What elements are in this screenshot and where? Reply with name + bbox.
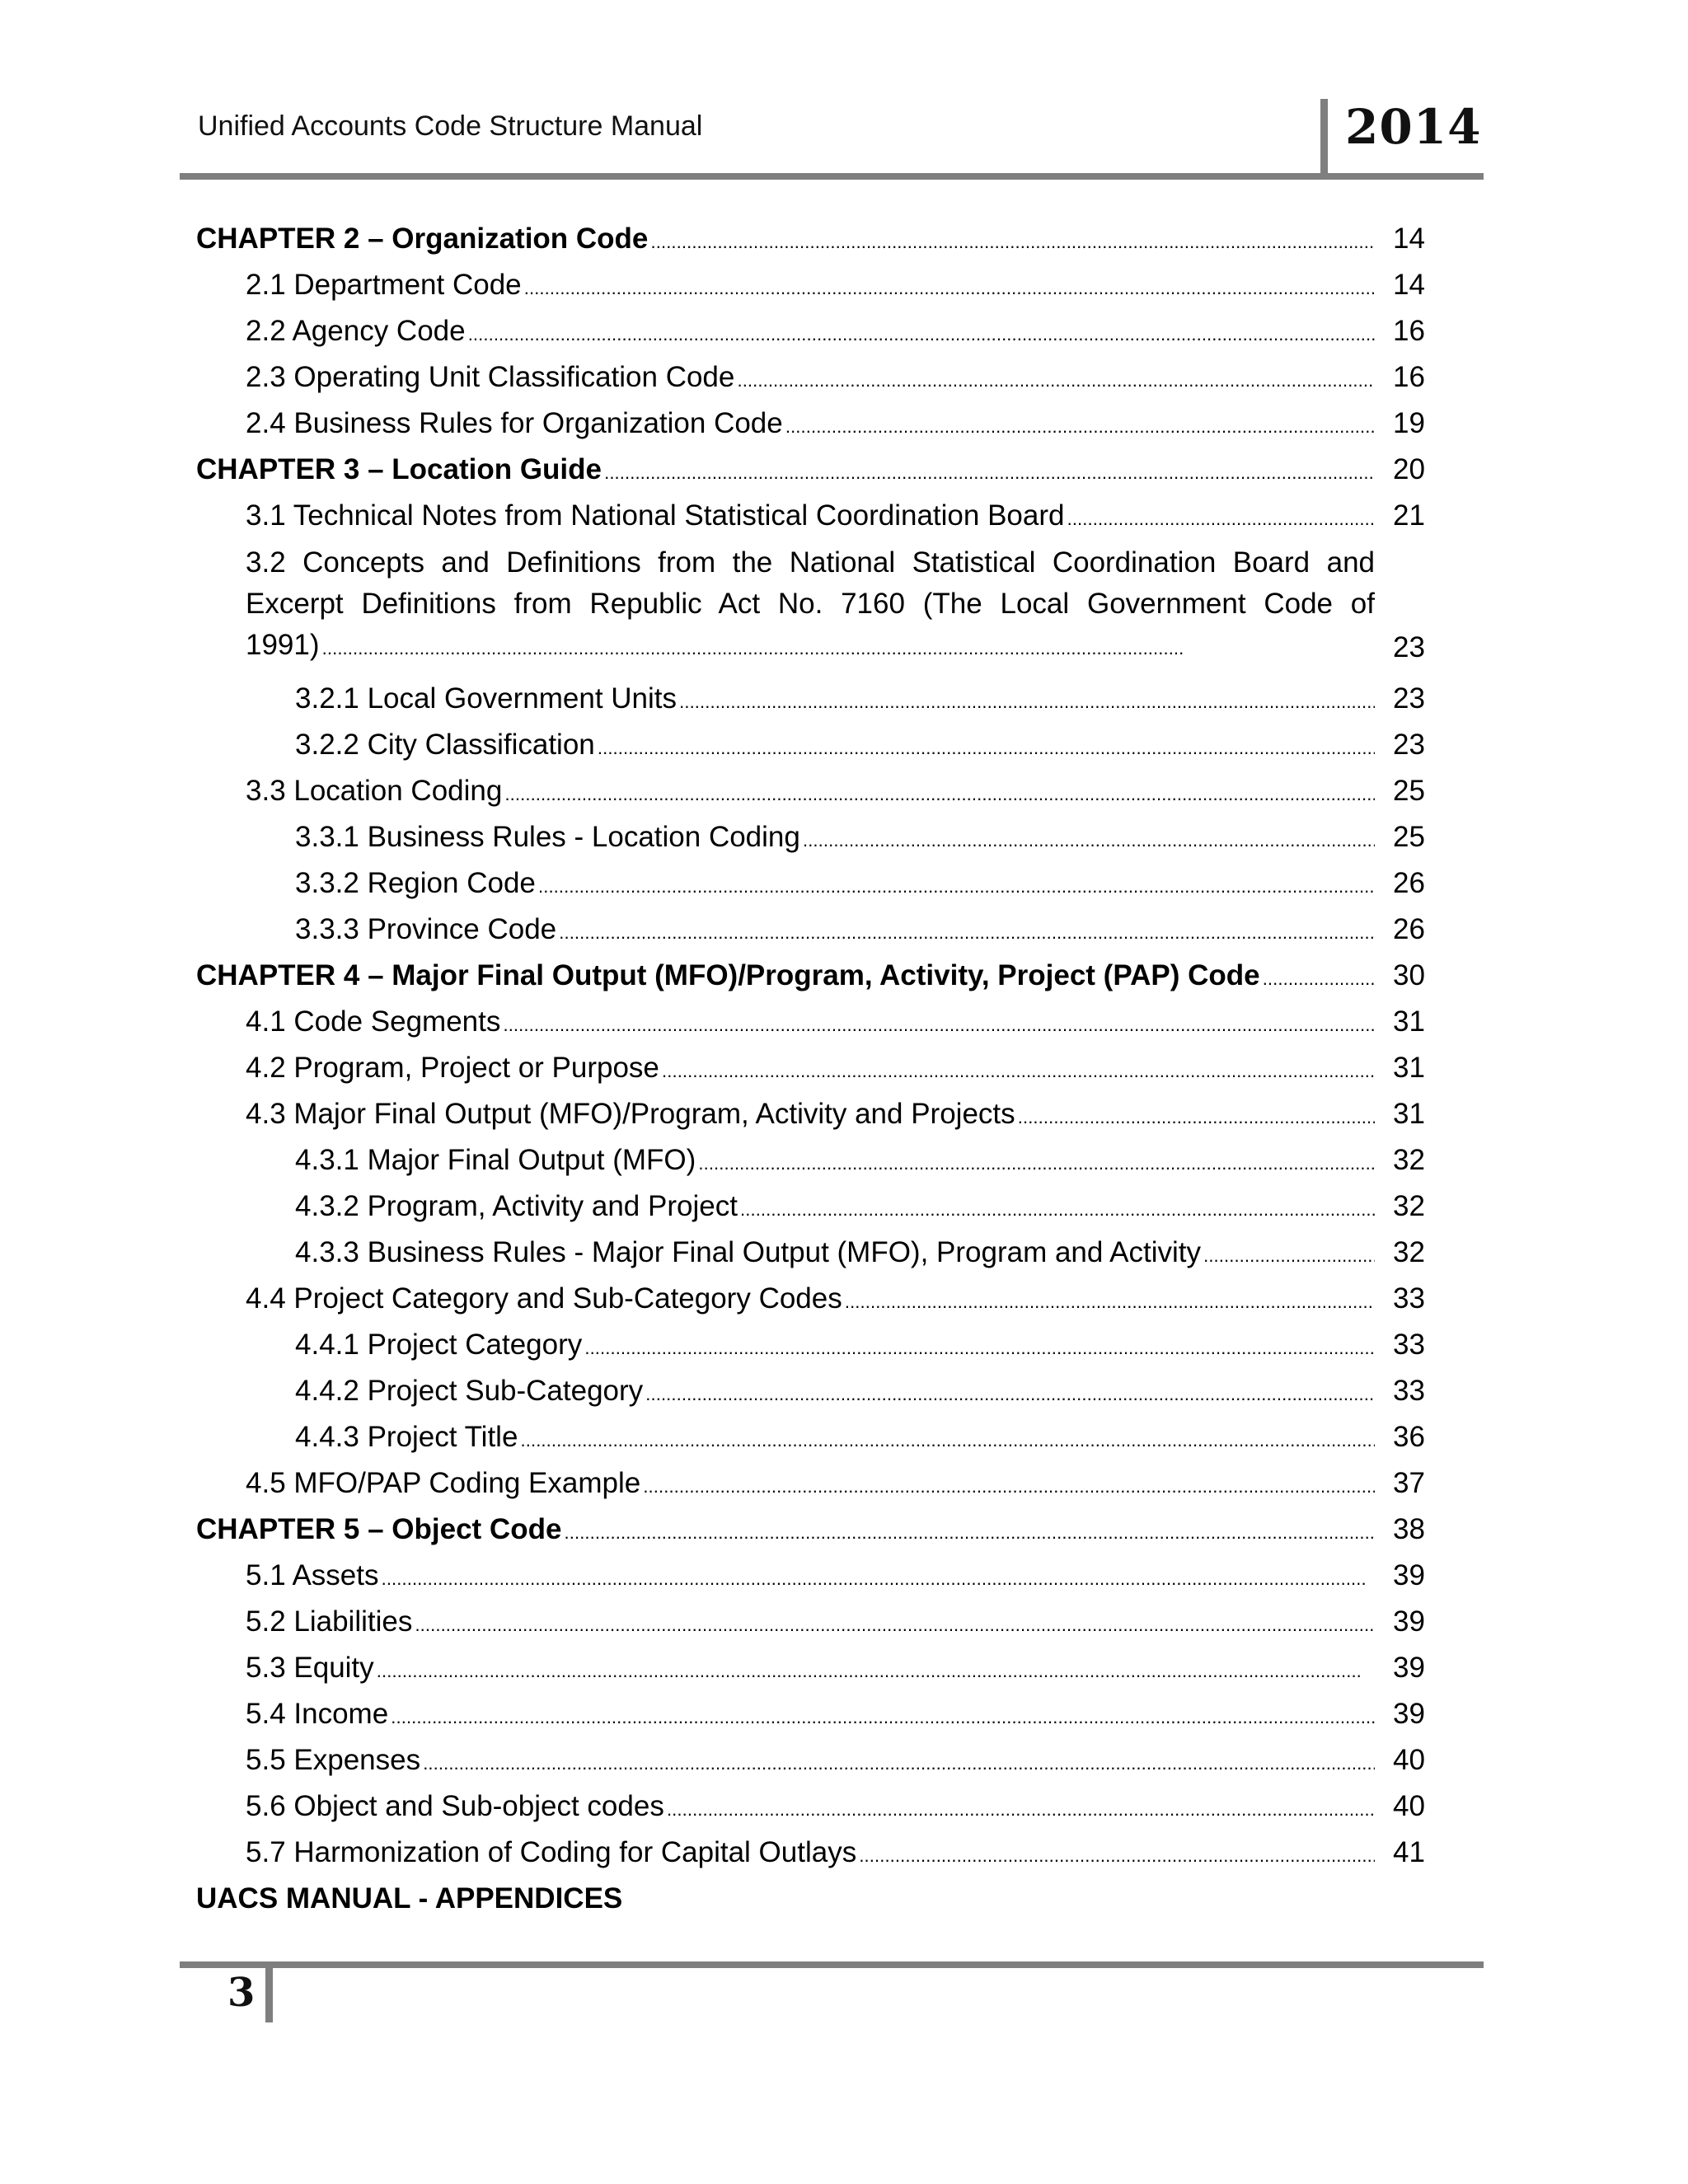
- toc-entry-label: [295, 1322, 1375, 1371]
- footer-rule: [180, 1961, 1484, 1968]
- toc-entry[interactable]: [0, 262, 1688, 308]
- toc-entry-label: [246, 999, 1375, 1048]
- toc-page-number: 16: [1393, 315, 1425, 347]
- toc-page-number: 32: [1393, 1190, 1425, 1222]
- toc-entry-label: [246, 768, 1375, 818]
- toc-entry-title: 4.2 Program, Project or Purpose: [246, 1052, 659, 1084]
- toc-entry-title: 5.1 Assets: [246, 1559, 379, 1591]
- toc-page-number: 31: [1393, 1098, 1425, 1130]
- toc-page-number: 31: [1393, 1052, 1425, 1084]
- toc-entry-label: [295, 860, 1375, 910]
- toc-entry-title: 5.2 Liabilities: [246, 1605, 413, 1638]
- toc-entry-title: 2.2 Agency Code: [246, 315, 466, 347]
- toc-entry[interactable]: [0, 493, 1688, 539]
- toc-entry[interactable]: [0, 354, 1688, 401]
- toc-entry[interactable]: [0, 768, 1688, 814]
- toc-page-number: 33: [1393, 1282, 1425, 1315]
- appendices-heading[interactable]: UACS MANUAL - APPENDICES: [196, 1882, 623, 1915]
- toc-entry-label: [246, 1045, 1375, 1094]
- toc-page-number: 25: [1393, 775, 1425, 807]
- toc-entry-label: [295, 722, 1375, 771]
- toc-entry-label: [246, 493, 1375, 542]
- toc-entry-label: [246, 1783, 1375, 1833]
- toc-entry-title: 4.4.1 Project Category: [295, 1329, 583, 1361]
- toc-page-number: 31: [1393, 1005, 1425, 1038]
- toc-entry[interactable]: [0, 722, 1688, 768]
- toc-entry-title-line: 3.2 Concepts and Definitions from the National Statistical Coordination Board and: [246, 546, 1375, 579]
- toc-entry[interactable]: [0, 953, 1688, 999]
- toc-page-number: 21: [1393, 499, 1425, 532]
- toc-entry-label: [246, 1737, 1375, 1787]
- toc-entry-label: [196, 447, 1375, 496]
- toc-page-number: 23: [1393, 631, 1425, 663]
- header-year: 2014: [1345, 99, 1482, 155]
- toc-entry-title: 5.3 Equity: [246, 1652, 374, 1684]
- toc-entry-title: CHAPTER 2 – Organization Code: [196, 223, 649, 255]
- toc-entry[interactable]: [0, 999, 1688, 1045]
- toc-entry-title: 4.1 Code Segments: [246, 1005, 501, 1038]
- toc-entry-title: 4.3.1 Major Final Output (MFO): [295, 1144, 696, 1176]
- toc-entry[interactable]: [0, 860, 1688, 907]
- toc-page-number: 38: [1393, 1513, 1425, 1545]
- toc-entry-title: 3.2.2 City Classification: [295, 729, 595, 761]
- toc-page-number: 32: [1393, 1144, 1425, 1176]
- toc-entry[interactable]: [0, 1091, 1688, 1137]
- header-rule: [180, 173, 1484, 180]
- toc-entry-title-line: Excerpt Definitions from Republic Act No. 7160 (The Local Government Code of: [246, 588, 1375, 620]
- toc-entry[interactable]: [0, 1783, 1688, 1830]
- toc-entry-label: [295, 1183, 1375, 1233]
- toc-entry-label: [246, 1091, 1375, 1141]
- toc-entry-title: 4.5 MFO/PAP Coding Example: [246, 1467, 641, 1499]
- toc-entry-title: 2.3 Operating Unit Classification Code: [246, 361, 735, 393]
- toc-entry-label: [246, 1830, 1375, 1879]
- toc-entry-title: CHAPTER 3 – Location Guide: [196, 453, 602, 485]
- toc-page-number: 33: [1393, 1329, 1425, 1361]
- toc-entry-title-line: 1991) . . .: [246, 625, 1375, 669]
- toc-entry-label: [295, 907, 1375, 956]
- toc-entry-title: 4.4 Project Category and Sub-Category Codes: [246, 1282, 842, 1315]
- toc-entry-title: 3.2.1 Local Government Units: [295, 682, 678, 715]
- toc-entry[interactable]: [0, 1230, 1688, 1276]
- toc-entry-label: [295, 814, 1375, 864]
- toc-page-number: 23: [1393, 729, 1425, 761]
- toc-page-number: 39: [1393, 1698, 1425, 1730]
- toc-entry[interactable]: [0, 1507, 1688, 1553]
- header-divider: [1320, 99, 1328, 176]
- toc-entry-label: [295, 1414, 1375, 1464]
- toc-page-number: 23: [1393, 682, 1425, 715]
- toc-page-number: 26: [1393, 867, 1425, 899]
- toc-entry-label: [246, 308, 1375, 358]
- toc-page-number: 14: [1393, 269, 1425, 301]
- toc-entry[interactable]: [0, 1137, 1688, 1183]
- toc-page-number: 20: [1393, 453, 1425, 485]
- toc-entry-title: 4.4.2 Project Sub-Category: [295, 1375, 644, 1407]
- toc-page-number: 41: [1393, 1836, 1425, 1868]
- toc-entry-title: 4.4.3 Project Title: [295, 1421, 518, 1453]
- toc-entry-title: 3.3.2 Region Code: [295, 867, 536, 899]
- toc-entry[interactable]: [0, 1368, 1688, 1414]
- toc-entry-title: CHAPTER 5 – Object Code: [196, 1513, 562, 1545]
- toc-page-number: 25: [1393, 821, 1425, 853]
- toc-page-number: 33: [1393, 1375, 1425, 1407]
- toc-entry-label: [295, 676, 1375, 725]
- toc-page-number: 40: [1393, 1744, 1425, 1776]
- toc-entry[interactable]: [0, 1276, 1688, 1322]
- toc-entry[interactable]: [0, 1830, 1688, 1876]
- toc-entry-label: [246, 1553, 1375, 1602]
- toc-entry-label: [196, 216, 1375, 265]
- toc-entry-title: 4.3 Major Final Output (MFO)/Program, Activity and Projects: [246, 1098, 1015, 1130]
- toc-page-number: 36: [1393, 1421, 1425, 1453]
- toc-entry-label: [246, 1460, 1375, 1510]
- toc-entry-title: 4.3.2 Program, Activity and Project: [295, 1190, 738, 1222]
- toc-entry[interactable]: [0, 216, 1688, 262]
- toc-entry[interactable]: [0, 1460, 1688, 1507]
- toc-entry[interactable]: [0, 676, 1688, 722]
- toc-entry-title: 5.4 Income: [246, 1698, 389, 1730]
- toc-entry[interactable]: [0, 1737, 1688, 1783]
- toc-entry-label: [246, 1599, 1375, 1648]
- toc-entry-label: [295, 1230, 1375, 1279]
- toc-entry-title: 2.4 Business Rules for Organization Code: [246, 407, 783, 439]
- toc-entry-label: [246, 1645, 1375, 1694]
- toc-page-number: 40: [1393, 1790, 1425, 1822]
- toc-entry[interactable]: [0, 401, 1688, 447]
- toc-entry-title: CHAPTER 4 – Major Final Output (MFO)/Program, Activity, Project (PAP) Code: [196, 959, 1260, 991]
- toc-page-number: 30: [1393, 959, 1425, 991]
- toc-entry-label: [246, 1276, 1375, 1325]
- toc-entry-label: [295, 1137, 1375, 1187]
- toc-entry-title: 3.3.3 Province Code: [295, 913, 557, 945]
- toc-entry[interactable]: [0, 1599, 1688, 1645]
- toc-page-number: 39: [1393, 1605, 1425, 1638]
- toc-entry-label: [295, 1368, 1375, 1418]
- toc-entry[interactable]: [0, 1645, 1688, 1691]
- toc-entry-multiline[interactable]: [246, 542, 1375, 669]
- toc-entry[interactable]: [0, 1322, 1688, 1368]
- toc-page-number: 19: [1393, 407, 1425, 439]
- toc-page-number: 37: [1393, 1467, 1425, 1499]
- toc-entry-label: [246, 262, 1375, 312]
- toc-entry-label: [246, 1691, 1375, 1741]
- toc-entry[interactable]: [0, 1414, 1688, 1460]
- toc-page-number: 32: [1393, 1236, 1425, 1268]
- page-number: 3: [227, 1970, 256, 2016]
- toc-page-number: 26: [1393, 913, 1425, 945]
- toc-entry[interactable]: [0, 447, 1688, 493]
- toc-entry[interactable]: [0, 1045, 1688, 1091]
- toc-entry[interactable]: [0, 308, 1688, 354]
- footer-divider: [265, 1965, 273, 2022]
- toc-page-number: 14: [1393, 223, 1425, 255]
- toc-entry[interactable]: [0, 1691, 1688, 1737]
- toc-entry[interactable]: [0, 1553, 1688, 1599]
- toc-entry-title: 5.6 Object and Sub-object codes: [246, 1790, 664, 1822]
- toc-entry-title: 2.1 Department Code: [246, 269, 522, 301]
- toc-entry-title: 3.3 Location Coding: [246, 775, 503, 807]
- toc-page-number: 39: [1393, 1652, 1425, 1684]
- toc-entry-label: [196, 953, 1375, 1002]
- running-header-title: Unified Accounts Code Structure Manual: [198, 110, 703, 142]
- toc-entry[interactable]: [0, 1183, 1688, 1230]
- toc-entry-title: 5.5 Expenses: [246, 1744, 421, 1776]
- toc-page-number: 16: [1393, 361, 1425, 393]
- toc-entry[interactable]: [0, 814, 1688, 860]
- toc-entry-label: [196, 1507, 1375, 1556]
- toc-entry-label: [246, 354, 1375, 404]
- toc-entry-title: 3.3.1 Business Rules - Location Coding: [295, 821, 800, 853]
- toc-entry-title: 4.3.3 Business Rules - Major Final Output (MFO), Program and Activity: [295, 1236, 1201, 1268]
- toc-entry-title: 5.7 Harmonization of Coding for Capital Outlays: [246, 1836, 857, 1868]
- toc-page-number: 39: [1393, 1559, 1425, 1591]
- toc-entry-label: [246, 401, 1375, 450]
- toc-entry-title: 3.1 Technical Notes from National Statistical Coordination Board: [246, 499, 1065, 532]
- toc-entry[interactable]: [0, 907, 1688, 953]
